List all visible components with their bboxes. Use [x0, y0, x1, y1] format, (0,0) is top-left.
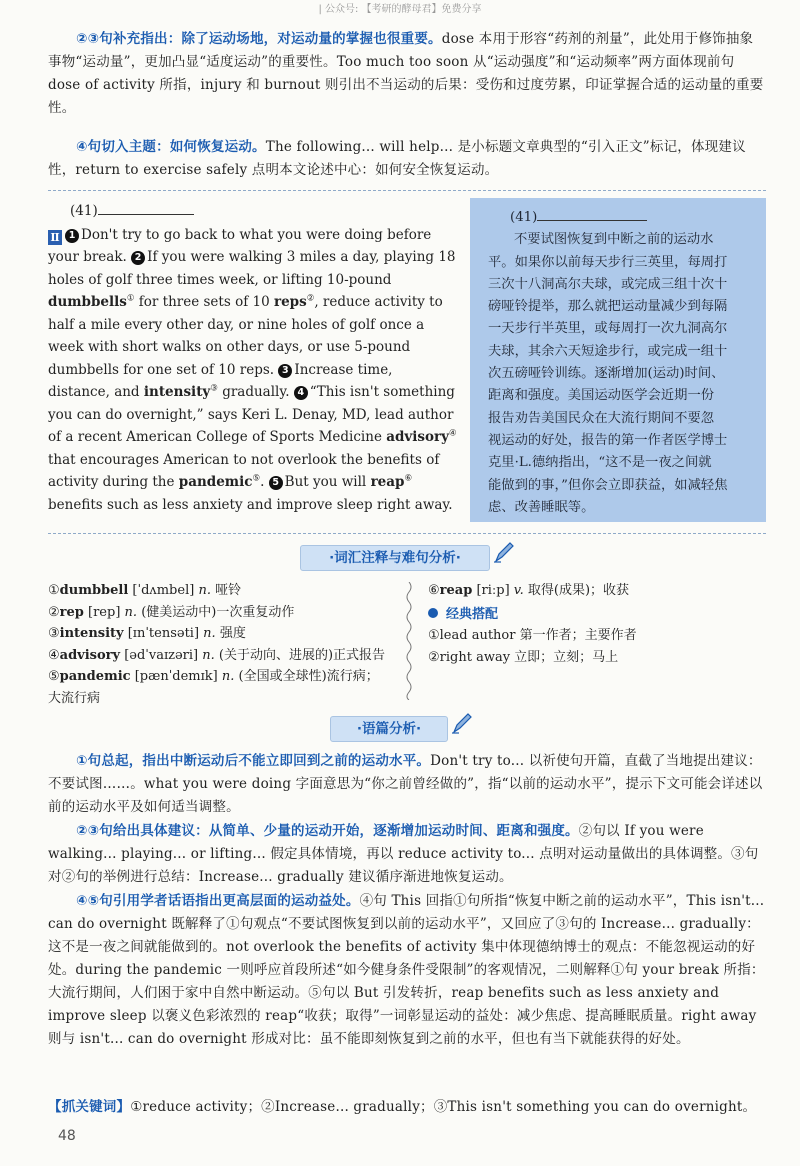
vocab-item: ①dumbbell [ˈdʌmbel] n. 哑铃: [48, 583, 242, 598]
analysis-paragraph-2: ②③句给出具体建议：从简单、少量的运动开始，逐渐增加运动时间、距离和强度。②句以 If you were walking... playing... or lifting... 假定具体情境，再以 reduce activity to... 点明对运动量做出的具体调整。③句对②句的举例进行总结：Increase... gradually 建议循序渐进地恢复运动。: [48, 823, 759, 885]
vocab-list-left: [48, 580, 398, 709]
footnote-2: ②: [306, 293, 315, 304]
translation-line: 平。如果你以前每天步行三英里，每周打: [488, 254, 728, 270]
footnote-4: ④: [448, 428, 457, 439]
vocab-item: ⑤pandemic [pænˈdemɪk] n. (全国或全球性)流行病；: [48, 669, 379, 684]
translation-number: (41): [488, 206, 752, 229]
translation-line: 能做到的事，”但你会立即获益，如减轻焦: [488, 477, 728, 493]
translation-line: 夫球，其余六天短途步行，或完成一组十: [488, 343, 728, 359]
divider: [48, 533, 766, 534]
divider: [48, 190, 766, 191]
translation-line: 距离和强度。美国运动医学会近期一份: [488, 388, 715, 404]
sentence-3b: gradually.: [222, 384, 290, 400]
page-number: 48: [58, 1128, 76, 1144]
vocab-item-continued: 大流行病: [48, 690, 101, 706]
translation-blank[interactable]: [537, 206, 647, 221]
sentence-number-2: 2: [131, 251, 145, 265]
translation-line: 视运动的好处，报告的第一作者医学博士: [488, 432, 728, 448]
passage-translation: [470, 198, 766, 522]
translation-line: 报告劝告美国民众在大流行期间不要忽: [488, 410, 715, 426]
translation-line: 克里·L.德纳指出，“这不是一夜之间就: [488, 455, 712, 471]
vocab-section-title: ·词汇注释与难句分析·: [300, 545, 490, 571]
answer-blank[interactable]: [98, 200, 194, 215]
pen-icon: [492, 540, 516, 564]
intro-paragraph-2: [48, 136, 766, 182]
intro-paragraph-1: [48, 28, 766, 120]
analysis-paragraph-1: ①句总起，指出中断运动后不能立即回到之前的运动水平。Don't try to... 以祈使句开篇，直截了当地提出建议：不要试图……。what you were doing 字面意思为“你之前曾经做的”，指“以前的运动水平”，提示下文可能会详述以前的运动水平及如何适当调整。: [48, 753, 763, 815]
analysis-section-title: ·语篇分析·: [330, 716, 448, 742]
intro-p2-text: The following... will help... 是小标题文章典型的“引入正文”标记，体现建议性，return to exercise safely 点明本文论述中心：如何安全恢复运动。: [48, 139, 746, 178]
collocation-item: ①lead author 第一作者；主要作者: [428, 628, 637, 643]
bullet-icon: [428, 608, 438, 618]
sentence-5a: But you will: [284, 474, 367, 490]
intro-p2-lead: ④句切入主题：如何恢复运动。: [76, 139, 266, 155]
sentence-1: Don't try to go back to what you were doing before your break.: [48, 226, 432, 265]
vocab-item: ③intensity [ɪnˈtensəti] n. 强度: [48, 626, 246, 641]
word-dumbbells: dumbbells: [48, 294, 127, 310]
word-intensity: intensity: [143, 384, 211, 400]
vocab-list-right: [428, 580, 768, 668]
pen-icon: [450, 711, 474, 735]
analysis-paragraph-3: ④⑤句引用学者话语指出更高层面的运动益处。④句 This 回指①句所指“恢复中断之前的运动水平”，This isn't... can do overnight 既解释了①句观点“不要试图恢复到以前的运动水平”，又回应了③句的 Increase... gradually：这不是一夜之间就能做到的。not overlook the benefits of activity 集中体现德纳博士的观点：不能忽视运动的好处。during the pandemic 一则呼应首段所述“如今健身条件受限制”的客观情况，二则解释①句 your break 所指：大流行期间，人们困于家中自然中断运动。⑤句以 But 引发转折，reap benefits such as less anxiety and improve sleep 以褒义色彩浓烈的 reap“收获；取得”一词彰显运动的益处：减少焦虑、提高睡眠质量。right away 则与 isn't... can do overnight 形成对比：虽不能即刻恢复到之前的水平，但也有当下就能获得的好处。: [48, 893, 765, 1047]
sentence-number-3: 3: [278, 364, 292, 378]
word-advisory: advisory: [386, 429, 449, 445]
sentence-4b: that encourages American to not overlook the benefits of activity during the: [48, 451, 440, 490]
translation-line: 三次十八洞高尔夫球，或完成三组十次十: [488, 276, 728, 292]
sentence-2c: , reduce activity to half a mile every other day, or nine holes of golf once a week with short walks on other days, or use 5-pound dumbbells for one set of 10 reps.: [48, 294, 443, 378]
footnote-6: ⑥: [404, 473, 413, 484]
sentence-number-5: 5: [269, 476, 283, 490]
passage-english: (41) Ⅱ 1 Don't try to go back to what you were doing before your break. 2 If you were walking 3 miles a day, playing 18 holes of golf three times week, or lifting 10-pound dumbbells① for three sets of 10 reps②, reduce activity to half a mile every other day, or nine holes of golf once a week with short walks on other days, or use 5-pound dumbbells for one set of 10 reps. 3 Increase time, distance, and intensity③ gradually. 4 “This isn't something you can do overnight,” says Keri L. Denay, MD, lead author of a recent American College of Sports Medicine advisory④ that encourages American to not overlook the benefits of activity during the pandemic⑤. 5 But you will reap⑥ benefits such as less anxiety and improve sleep right away.: [48, 200, 458, 522]
vocab-item: ⑥reap [riːp] v. 取得(成果)；收获: [428, 583, 630, 598]
translation-line: 次五磅哑铃训练。逐渐增加(运动)时间、: [488, 366, 725, 382]
word-reps: reps: [273, 294, 307, 310]
sentence-number-1: 1: [65, 229, 79, 243]
translation-line: 一天步行半英里，或每周打一次九洞高尔: [488, 321, 728, 337]
sentence-3a: Increase time, distance, and: [48, 361, 393, 400]
vocab-item: ②rep [rep] n. (健美运动中)一次重复动作: [48, 604, 295, 620]
word-pandemic: pandemic: [178, 474, 253, 490]
sentence-2a: If you were walking 3 miles a day, playing 18 holes of golf three times week, or lifting 10-pound: [48, 249, 456, 288]
wavy-divider: [404, 582, 414, 700]
footnote-3: ③: [210, 383, 218, 394]
translation-line: 磅哑铃提举，那么就把运动量减少到每隔: [488, 299, 728, 315]
sentence-5b: benefits such as less anxiety and improve sleep right away.: [48, 496, 453, 513]
watermark-banner: | 公众号: 【考研的酵母君】免费分享: [318, 4, 482, 15]
footnote-1: ①: [126, 293, 135, 304]
word-reap: reap: [370, 474, 405, 490]
keywords-line: 【抓关键词】①reduce activity；②Increase... gradually；③This isn't something you can do overnight。: [48, 1099, 757, 1115]
footnote-5: ⑤: [252, 473, 261, 484]
sentence-2b: for three sets of 10: [138, 294, 270, 310]
translation-line: 不要试图恢复到中断之前的运动水: [514, 232, 714, 248]
sentence-number-4: 4: [294, 386, 308, 400]
vocab-item: ④advisory [ədˈvaɪzəri] n. (关于动向、进展的)正式报告: [48, 647, 386, 663]
question-number: (41): [48, 200, 458, 223]
collocation-item: ②right away 立即；立刻；马上: [428, 649, 619, 665]
collocation-heading: 经典搭配: [428, 604, 768, 626]
translation-line: 虑、改善睡眠等。: [488, 499, 595, 515]
intro-p1-text: dose 本用于形容“药剂的剂量”，此处用于修饰抽象事物“运动量”，更加凸显“适度运动”的重要性。Too much too soon 从“运动强度”和“运动频率”两方面体现前句 dose of activity 所指，injury 和 burnout 则引出不当运动的后果：受伤和过度劳累，印证掌握合适的运动量的重要性。: [48, 31, 764, 116]
intro-p1-lead: ②③句补充指出：除了运动场地，对运动量的掌握也很重要。: [76, 31, 442, 47]
section-mark: Ⅱ: [48, 230, 62, 245]
sentence-4a: “This isn't something you can do overnight,” says Keri L. Denay, MD, lead author of a recent American College of Sports Medicine: [48, 384, 455, 445]
